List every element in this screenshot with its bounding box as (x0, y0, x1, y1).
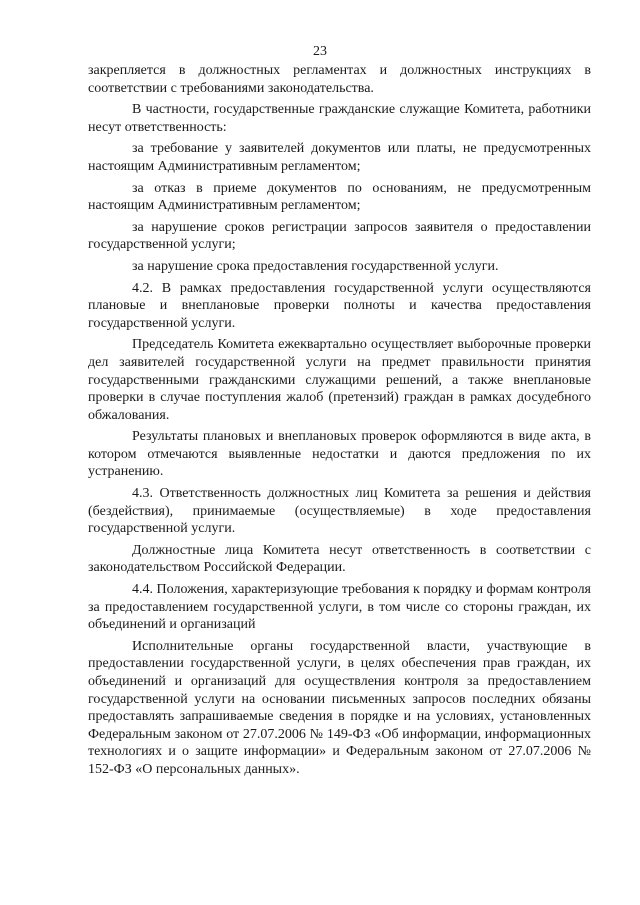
paragraph: В частности, государственные гражданские служащие Комитета, работники несут ответственность: (88, 102, 591, 135)
paragraph: за нарушение срока предоставления государственной услуги. (132, 258, 499, 274)
document-body (88, 62, 591, 779)
page-number: 23 (313, 44, 327, 59)
paragraph: за отказ в приеме документов по основаниям, не предусмотренным настоящим Административным регламентом; (88, 180, 591, 214)
paragraph: за требование у заявителей документов или платы, не предусмотренных настоящим Административным регламентом; (88, 141, 591, 174)
paragraph: за нарушение сроков регистрации запросов заявителя о предоставлении государственной услуги; (88, 219, 591, 253)
paragraph: Председатель Комитета ежеквартально осуществляет выборочные проверки дел заявителей государственной услуги на предмет правильности принятия государственными гражданскими служащими решений, а также внеплановые проверки в случае поступления жалоб (претензий) граждан в рамках досудебного обжалования. (88, 337, 591, 423)
paragraph: закрепляется в должностных регламентах и должностных инструкциях в соответствии с требованиями законодательства. (88, 63, 591, 96)
paragraph: Исполнительные органы государственной власти, участвующие в предоставлении государственной услуги, в целях обеспечения прав граждан, их объединений и организаций для осуществления контроля за предоставлением государственной услуги на основании письменных запросов последних обязаны предоставлять запрашиваемые сведения в порядке и на условиях, установленных Федеральным законом от 27.07.2006 № 149-ФЗ «Об информации, информационных технологиях и о защите информации» и Федеральным законом от 27.07.2006 № 152-ФЗ «О персональных данных». (88, 638, 591, 777)
paragraph: 4.2. В рамках предоставления государственной услуги осуществляются плановые и внеплановые проверки полноты и качества предоставления государственной услуги. (88, 280, 591, 331)
paragraph: 4.3. Ответственность должностных лиц Комитета за решения и действия (бездействия), принимаемые (осуществляемые) в ходе предоставления государственной услуги. (88, 486, 591, 537)
paragraph: Результаты плановых и внеплановых проверок оформляются в виде акта, в котором отмечаются выявленные недостатки и даются предложения по их устранению. (88, 429, 591, 480)
paragraph: Должностные лица Комитета несут ответственность в соответствии с законодательством Российской Федерации. (88, 542, 591, 576)
paragraph: 4.4. Положения, характеризующие требования к порядку и формам контроля за предоставлением государственной услуги, в том числе со стороны граждан, их объединений и организаций (88, 582, 591, 633)
